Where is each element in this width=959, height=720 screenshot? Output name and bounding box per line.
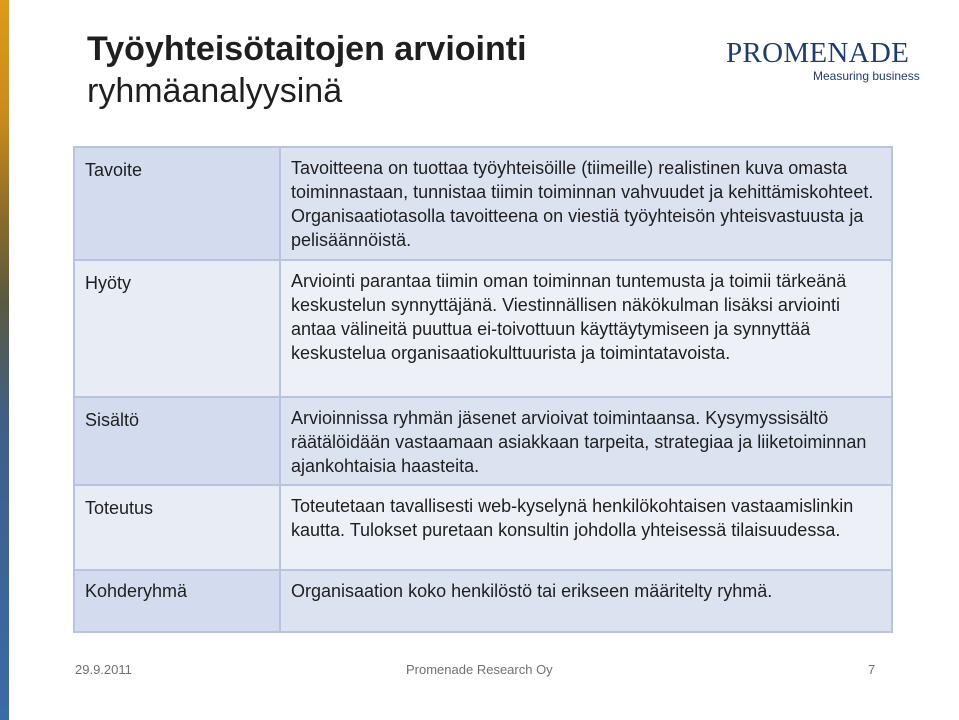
left-accent-stripe: [0, 0, 9, 720]
row-label-hyoty: Hyöty: [74, 260, 280, 397]
footer-company: Promenade Research Oy: [406, 662, 553, 677]
row-text-toteutus: Toteutetaan tavallisesti web-kyselynä henkilökohtaisen vastaamislinkin kautta. Tulokset puretaan konsultin johdolla yhteisessä tilaisuudessa.: [280, 485, 892, 570]
table-row-toteutus: [74, 485, 892, 570]
footer-page-number: 7: [868, 662, 876, 677]
table-row-sisalto: [74, 397, 892, 485]
promenade-logo: [726, 38, 926, 83]
table-row-hyoty: [74, 260, 892, 397]
logo-name: PROMENADE: [726, 37, 910, 69]
row-text-tavoite: Tavoitteena on tuottaa työyhteisöille (tiimeille) realistinen kuva omasta toiminnastaan, tunnistaa tiimin toiminnan vahvuudet ja kehittämiskohteet. Organisaatiotasolla tavoitteena on viestiä työyhteisön yhteisvastuusta ja pelisäännöistä.: [280, 147, 892, 260]
logo-tagline: Measuring business: [813, 69, 920, 83]
slide-title: [87, 28, 687, 112]
row-text-kohderyhma: Organisaation koko henkilöstö tai erikseen määritelty ryhmä.: [280, 570, 892, 632]
row-label-sisalto: Sisältö: [74, 397, 280, 485]
row-label-tavoite: Tavoite: [74, 147, 280, 260]
row-label-toteutus: Toteutus: [74, 485, 280, 570]
slide-title-line1: Työyhteisötaitojen arviointi: [87, 30, 527, 68]
row-text-sisalto: Arvioinnissa ryhmän jäsenet arvioivat toimintaansa. Kysymyssisältö räätälöidään vastaamaan asiakkaan tarpeita, strategiaa ja liiketoiminnan ajankohtaisia haasteita.: [280, 397, 892, 485]
footer-date: 29.9.2011: [75, 662, 132, 677]
slide-title-line2: ryhmäanalyysinä: [87, 72, 343, 110]
row-label-kohderyhma: Kohderyhmä: [74, 570, 280, 632]
table-row-kohderyhma: [74, 570, 892, 632]
content-table: [73, 146, 893, 633]
table-row-tavoite: [74, 147, 892, 260]
row-text-hyoty: Arviointi parantaa tiimin oman toiminnan tuntemusta ja toimii tärkeänä keskustelun synnyttäjänä. Viestinnällisen näkökulman lisäksi arviointi antaa välineitä puuttua ei-toivottuun käyttäytymiseen ja synnyttää keskustelua organisaatiokulttuurista ja toimintatavoista.: [280, 260, 892, 397]
